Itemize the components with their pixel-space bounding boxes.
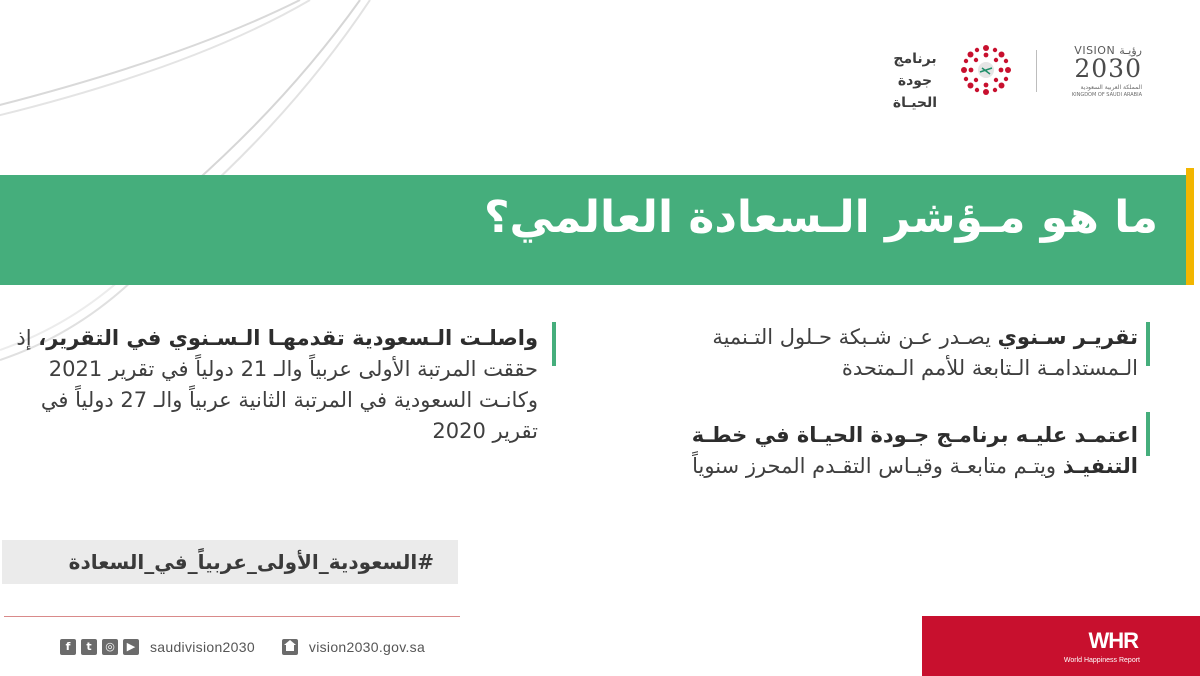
vision-label: VISION رؤيـة — [1074, 44, 1142, 57]
footer-separator — [4, 616, 460, 617]
vision-2030-logo — [1060, 44, 1142, 100]
paragraph-accent-bar — [1146, 322, 1150, 366]
right-paragraph-2-text: ويتـم متابعـة وقيـاس التقـدم المحرز سنوياً — [692, 454, 1063, 478]
banner-accent — [1186, 168, 1194, 285]
paragraph-accent-bar — [1146, 412, 1150, 456]
home-icon[interactable] — [282, 639, 298, 655]
whr-logo: WHR — [1088, 628, 1138, 653]
left-paragraph-bold: واصلـت الـسعودية تقدمهـا الـسـنوي في التقرير، — [38, 326, 538, 350]
banner-title: ما هو مـؤشر الـسعادة العالمي؟ — [484, 192, 1158, 243]
left-paragraph-text: إذ حققت المرتبة الأولى عربياً والـ 21 دولياً في تقرير 2021 وكانـت السعودية في المرتبة الثانية عربياً والـ 27 دولياً في تقرير 2020 — [16, 326, 538, 443]
right-paragraph-2 — [610, 420, 1138, 482]
vision-number: 2030 — [1074, 54, 1142, 83]
facebook-icon[interactable]: f — [60, 639, 76, 655]
footer — [60, 634, 425, 660]
hashtag-box: #السعودية_الأولى_عربياً_في_السعادة — [2, 540, 458, 584]
whr-caption: World Happiness Report — [1063, 657, 1140, 664]
vision-sub-arabic: المملكة العربية السعودية — [1080, 84, 1142, 91]
quality-of-life-emblem-icon — [960, 44, 1012, 96]
twitter-icon[interactable]: t — [81, 639, 97, 655]
program-name-line2: الحيـاة — [892, 95, 938, 111]
right-paragraph-1-text: يصـدر عـن شـبكة حـلول التـنمية الـمستدامـة الـتابعة للأمم الـمتحدة — [712, 325, 1138, 380]
program-name-line1: برنامج جودة — [893, 51, 937, 89]
right-paragraph-1 — [610, 322, 1138, 384]
right-paragraph-2-bold: اعتمـد عليـه برنامـج جـودة الحيـاة في خطـة التنفيـذ — [691, 423, 1138, 478]
quality-of-life-program-name — [876, 48, 954, 114]
left-paragraph — [2, 323, 538, 447]
social-handle[interactable]: saudivision2030 — [150, 639, 255, 655]
logo-divider — [1036, 50, 1037, 92]
right-paragraph-1-bold: تقريـر سـنوي — [997, 325, 1138, 349]
whr-badge — [922, 616, 1200, 676]
youtube-icon[interactable]: ▶ — [123, 639, 139, 655]
website-link[interactable]: vision2030.gov.sa — [308, 639, 426, 655]
paragraph-accent-bar — [552, 322, 556, 366]
vision-sub-english: KINGDOM OF SAUDI ARABIA — [1071, 92, 1142, 98]
instagram-icon[interactable]: ◎ — [102, 639, 118, 655]
